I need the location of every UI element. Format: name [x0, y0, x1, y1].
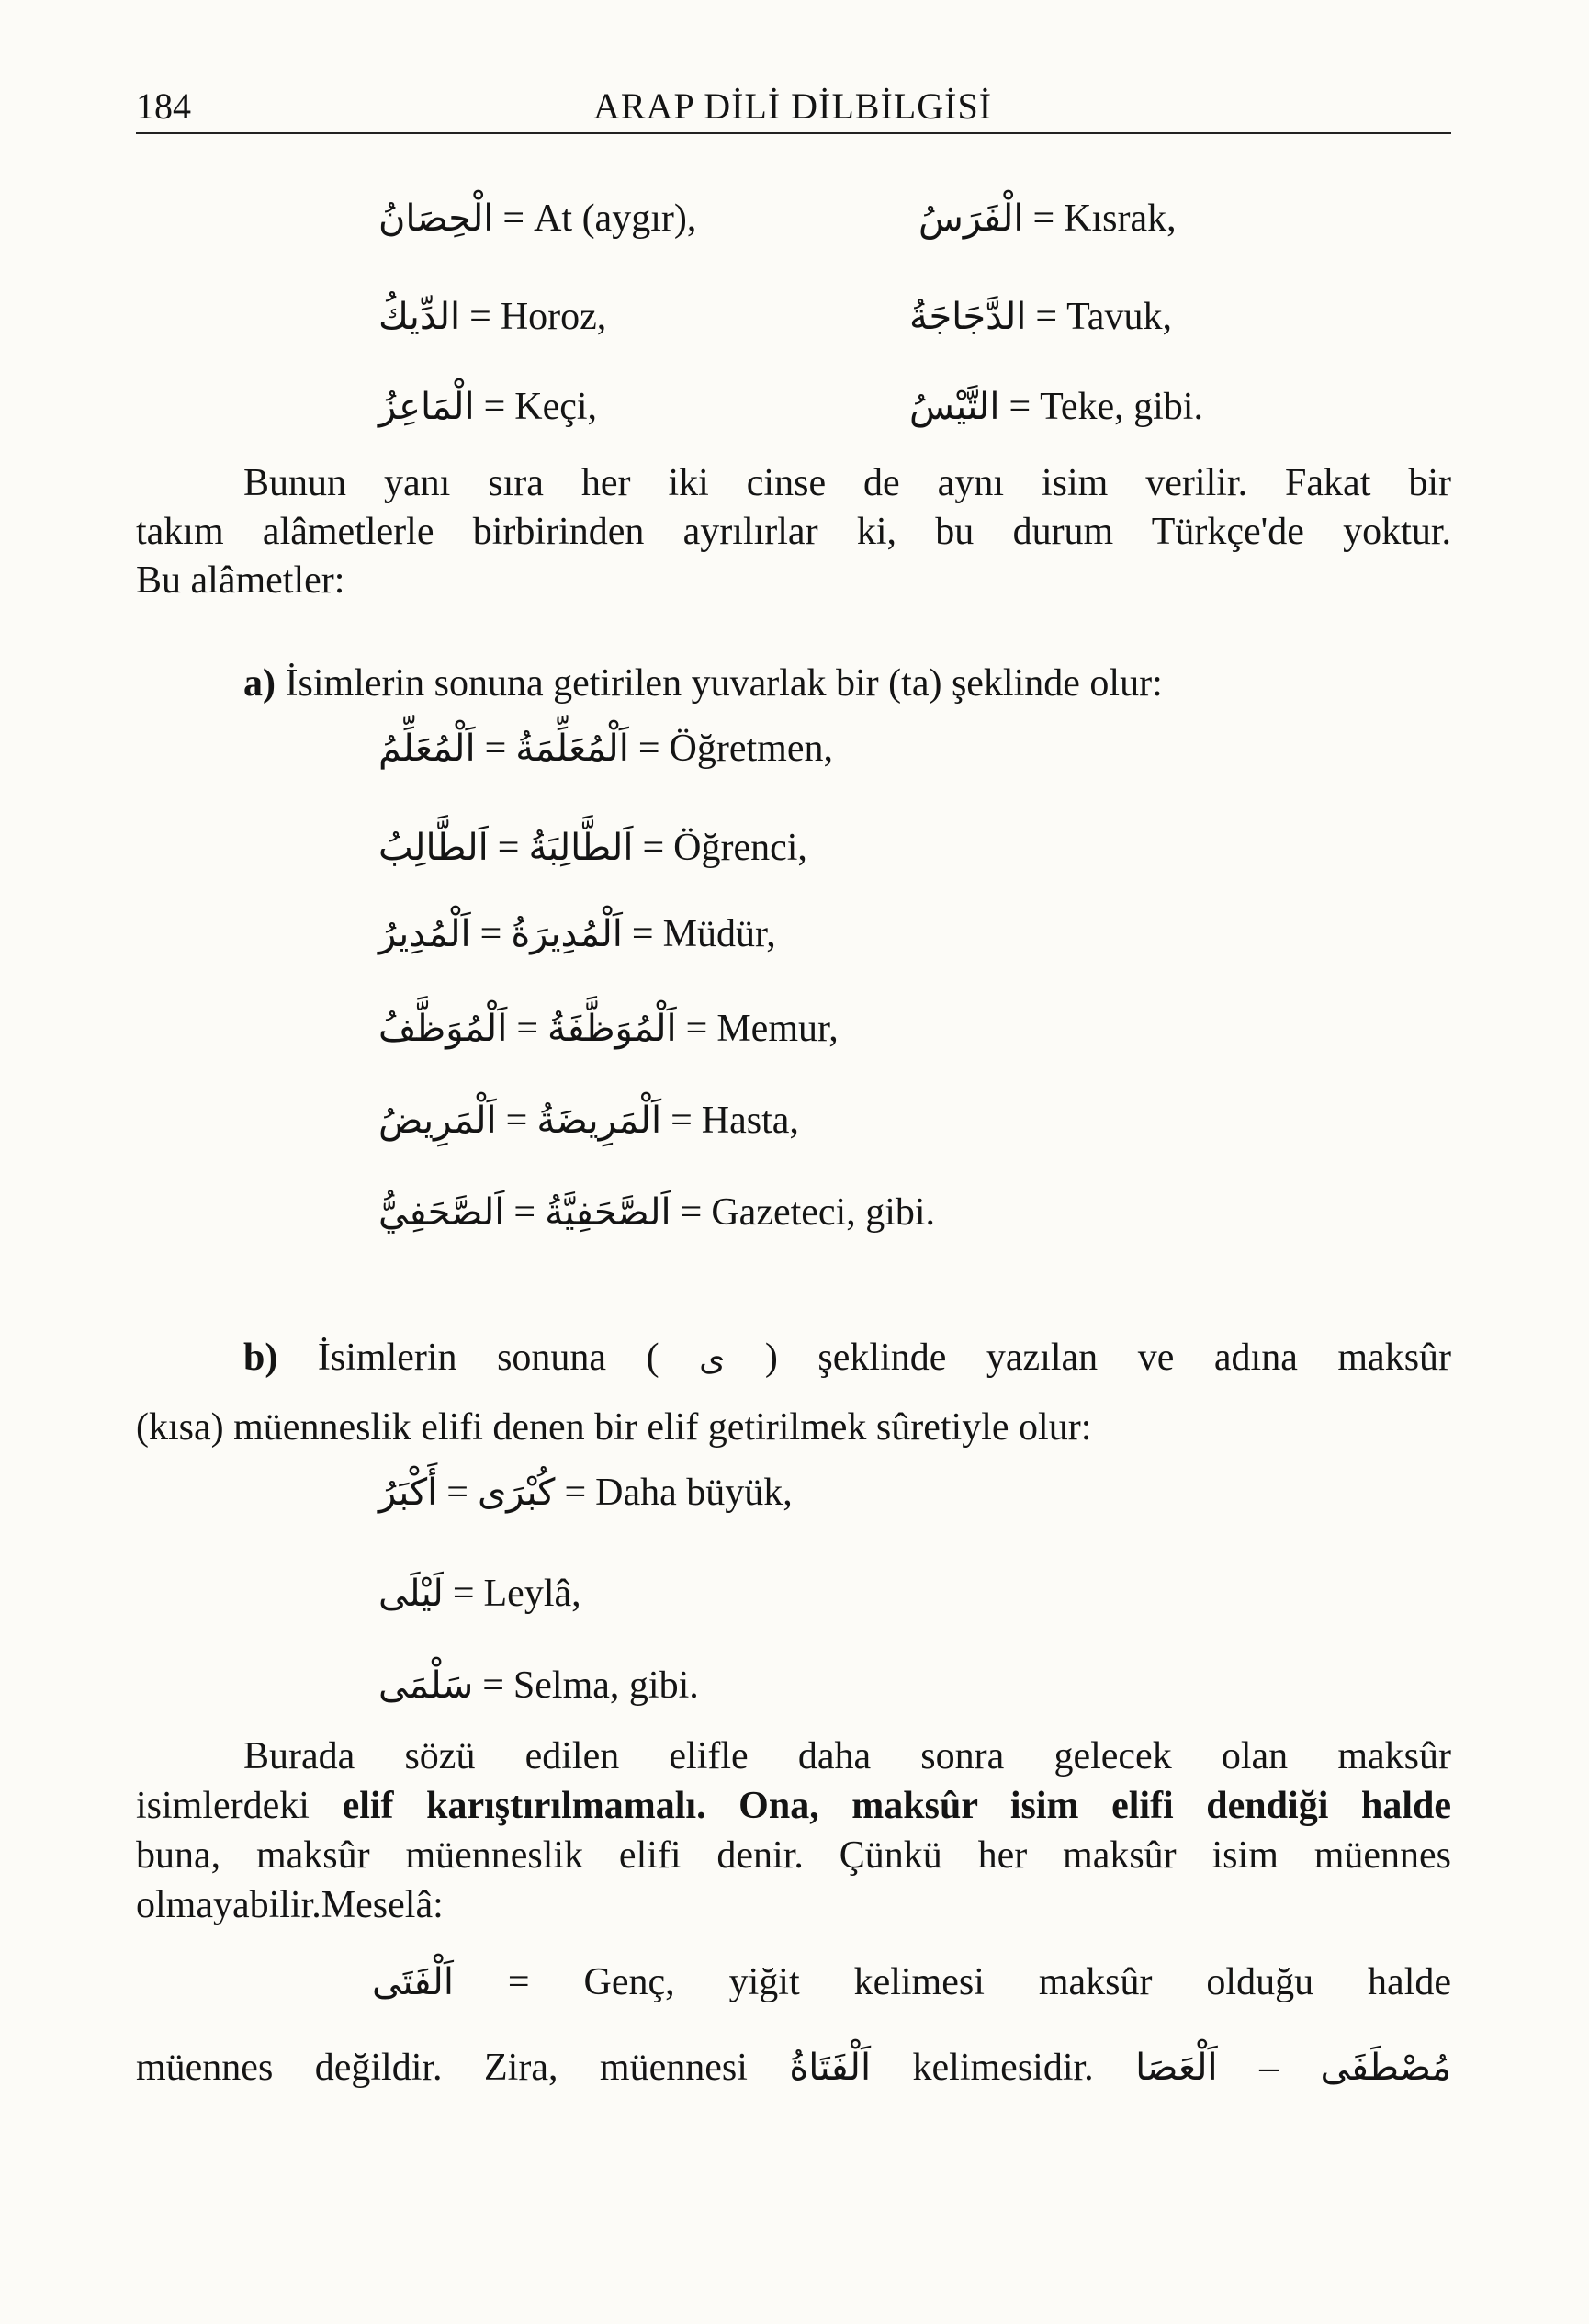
last-line2: [136, 2044, 1451, 2093]
section-b-line2: (kısa) müenneslik elifi denen bir elif getirilmek sûretiyle olur:: [136, 1406, 1092, 1449]
arabic-word: لَيْلَى: [378, 1573, 444, 1615]
row-ogretmen: اَلْمُعَلِّمُ = اَلْمُعَلِّمَةُ = Öğretmen,: [378, 728, 833, 770]
last-line1-text: Genç, yiğit kelimesi maksûr olduğu halde: [583, 1961, 1451, 2003]
turkish-word: Öğrenci,: [673, 827, 807, 869]
section-b-text-post: ) şeklinde yazılan ve adına maksûr: [764, 1337, 1452, 1379]
arabic-feminine: اَلْمُدِيرَةُ: [511, 913, 623, 955]
turkish-word: Kısrak,: [1064, 197, 1177, 240]
turkish-word: Gazeteci, gibi.: [711, 1191, 936, 1234]
row-ogrenci: اَلطَّالِبُ = اَلطَّالِبَةُ = Öğrenci,: [378, 827, 807, 869]
para2-line4: olmayabilir.Meselâ:: [136, 1884, 444, 1926]
row-daha-buyuk: أَكْبَرُ = كُبْرَى = Daha büyük,: [378, 1472, 793, 1514]
row-selma: سَلْمَى = Selma, gibi.: [378, 1664, 699, 1707]
header-rule: [136, 132, 1451, 134]
pair-teke: التَّيْسُ = Teke, gibi.: [909, 386, 1203, 428]
page-number: 184: [136, 85, 191, 127]
arabic-masculine: اَلْمُعَلِّمُ: [378, 728, 476, 770]
para2-line3: buna, maksûr müenneslik elifi denir. Çünkü her maksûr isim müennes: [136, 1834, 1451, 1877]
arabic-word: سَلْمَى: [378, 1664, 474, 1707]
arabic-word: الْفَرَسُ: [918, 197, 1024, 240]
running-title: ARAP DİLİ DİLBİLGİSİ: [592, 85, 993, 127]
arabic-word: التَّيْسُ: [909, 386, 1000, 428]
page-header: [136, 85, 1449, 130]
arabic-masculine: اَلْمَرِيضُ: [378, 1100, 497, 1142]
turkish-word: Hasta,: [701, 1100, 799, 1142]
section-a-heading: [243, 660, 1163, 708]
row-memur: اَلْمُوَظَّفُ = اَلْمُوَظَّفَةُ = Memur,: [378, 1008, 839, 1050]
para2-line1: Burada sözü edilen elifle daha sonra gelecek olan maksûr: [243, 1735, 1451, 1777]
section-b-line1: [243, 1334, 1451, 1382]
dash: –: [1259, 2047, 1279, 2089]
arabic-word: الْمَاعِزُ: [378, 386, 475, 428]
pair-keci: الْمَاعِزُ = Keçi,: [378, 386, 598, 428]
para1-line2: takım alâmetlerle birbirinden ayrılırlar ki, bu durum Türkçe'de yoktur.: [136, 511, 1451, 553]
turkish-word: At (aygır),: [534, 197, 697, 240]
section-marker: a): [243, 662, 276, 705]
last-line2-pre: müennes değildir. Zira, müennesi: [136, 2047, 748, 2089]
arabic-feminine: اَلْمُعَلِّمَةُ: [515, 728, 629, 770]
arabic-word: الدَّجَاجَةُ: [909, 296, 1027, 338]
arabic-masculine: اَلْمُدِيرُ: [378, 913, 471, 955]
section-b-text-pre: İsimlerin sonuna (: [317, 1337, 659, 1379]
arabic-feminine: اَلْمُوَظَّفَةُ: [547, 1008, 677, 1050]
para2-line2-pre: isimlerdeki: [136, 1785, 310, 1827]
arabic-masculine: اَلطَّالِبُ: [378, 827, 489, 869]
last-line1: اَلْفَتَى = Genç, yiğit kelimesi maksûr olduğu halde: [372, 1961, 1451, 2003]
row-hasta: اَلْمَرِيضُ = اَلْمَرِيضَةُ = Hasta,: [378, 1100, 799, 1142]
arabic-word: اَلْفَتَى: [372, 1961, 454, 2003]
turkish-word: Horoz,: [500, 296, 607, 338]
section-marker: b): [243, 1337, 278, 1379]
arabic-masculine: اَلْمُوَظَّفُ: [378, 1008, 508, 1050]
turkish-word: Selma, gibi.: [513, 1664, 699, 1707]
turkish-word: Teke, gibi.: [1040, 386, 1203, 428]
arabic-feminine: اَلْمَرِيضَةُ: [536, 1100, 662, 1142]
para1-line1: Bunun yanı sıra her iki cinse de aynı isim verilir. Fakat bir: [243, 462, 1451, 504]
arabic-word: اَلْعَصَا: [1135, 2047, 1218, 2089]
section-a-text: İsimlerin sonuna getirilen yuvarlak bir (ta) şeklinde olur:: [285, 662, 1163, 705]
pair-horoz: الدِّيكُ = Horoz,: [378, 296, 607, 338]
arabic-word: الْحِصَانُ: [378, 197, 494, 240]
arabic-letter-ya: ى: [699, 1340, 726, 1378]
arabic-masculine: اَلصَّحَفِيُّ: [378, 1191, 505, 1234]
pair-at: الْحِصَانُ = At (aygır),: [378, 197, 697, 240]
last-line2-mid: kelimesidir.: [912, 2047, 1094, 2089]
para2-line2-bold: elif karıştırılmamalı. Ona, maksûr isim elifi dendiği halde: [342, 1785, 1451, 1827]
pair-kisrak: الْفَرَسُ = Kısrak,: [918, 197, 1177, 240]
row-leyla: لَيْلَى = Leylâ,: [378, 1573, 581, 1615]
pair-tavuk: الدَّجَاجَةُ = Tavuk,: [909, 296, 1172, 338]
turkish-word: Tavuk,: [1066, 296, 1172, 338]
turkish-word: Müdür,: [662, 913, 776, 955]
turkish-word: Daha büyük,: [595, 1472, 793, 1514]
arabic-feminine: اَلصَّحَفِيَّةُ: [545, 1191, 671, 1234]
turkish-word: Leylâ,: [483, 1573, 581, 1615]
turkish-word: Memur,: [716, 1008, 839, 1050]
row-mudur: اَلْمُدِيرُ = اَلْمُدِيرَةُ = Müdür,: [378, 913, 776, 955]
arabic-word: الدِّيكُ: [378, 296, 461, 338]
row-gazeteci: اَلصَّحَفِيُّ = اَلصَّحَفِيَّةُ = Gazeteci, gibi.: [378, 1191, 936, 1234]
arabic-feminine: كُبْرَى: [477, 1472, 556, 1514]
para2-line2: [136, 1782, 1451, 1831]
arabic-word: مُصْطَفَى: [1320, 2047, 1452, 2089]
turkish-word: Öğretmen,: [669, 728, 833, 770]
arabic-masculine: أَكْبَرُ: [378, 1472, 438, 1514]
para1-line3: Bu alâmetler:: [136, 559, 345, 602]
arabic-feminine: اَلطَّالِبَةُ: [528, 827, 634, 869]
turkish-word: Keçi,: [514, 386, 598, 428]
arabic-word: اَلْفَتَاةُ: [789, 2047, 872, 2089]
